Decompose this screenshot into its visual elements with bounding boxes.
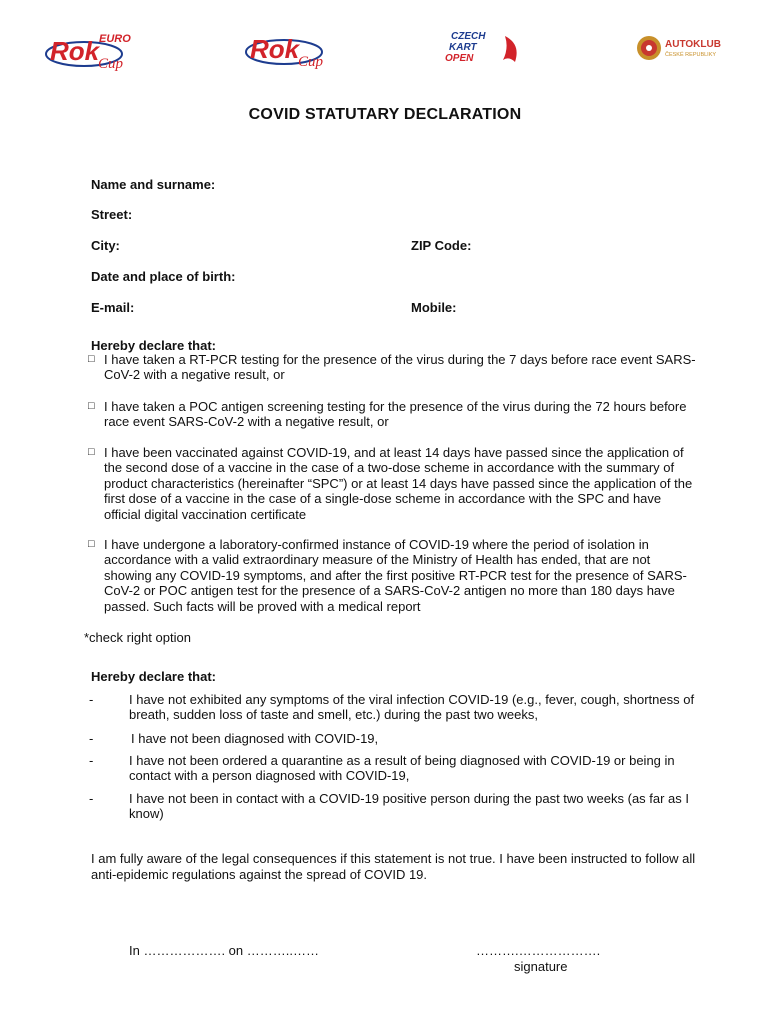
rok-euro-tag: EURO: [99, 33, 131, 45]
rok-euro-cup-logo: [44, 26, 134, 76]
cko-line3: OPEN: [445, 53, 474, 64]
option-text: I have taken a POC antigen screening testing for the presence of the virus during the 72 hours before race event SARS-CoV-2 with a negative result, or: [104, 399, 687, 430]
declare-heading-2: Hereby declare that:: [91, 669, 216, 684]
check-option-note: *check right option: [84, 630, 191, 645]
statement-text: I have not been diagnosed with COVID-19,: [131, 731, 379, 746]
email-label: E-mail:: [91, 300, 135, 315]
place-date-line: In ………………. on ………..……: [129, 943, 319, 958]
birth-date-place-label: Date and place of birth:: [91, 269, 236, 284]
signature-label: signature: [514, 959, 568, 974]
checkbox-icon[interactable]: □: [88, 400, 95, 412]
street-label: Street:: [91, 207, 133, 222]
dash-bullet: -: [89, 692, 94, 707]
checkbox-icon[interactable]: □: [88, 446, 95, 458]
autoklub-line1: AUTOKLUB: [665, 39, 721, 50]
checkbox-icon[interactable]: □: [88, 538, 95, 550]
statement-item: [89, 753, 699, 784]
dash-bullet: -: [89, 731, 94, 746]
rok-cup-main: Rok: [250, 34, 300, 64]
statement-text: I have not exhibited any symptoms of the viral infection COVID-19 (e.g., fever, cough, shortness of breath, sudden loss of taste and smell, etc.) during the past two weeks,: [129, 692, 695, 723]
rok-cup-sub: Cup: [298, 54, 324, 70]
checkbox-icon[interactable]: □: [88, 353, 95, 365]
cko-line2: KART: [449, 42, 477, 53]
statement-text: I have not been ordered a quarantine as a result of being diagnosed with COVID-19 or being in contact with a person diagnosed with COVID-19,: [129, 753, 675, 784]
document-title: COVID STATUTARY DECLARATION: [248, 106, 522, 123]
mobile-label: Mobile:: [411, 300, 457, 315]
cko-line1: CZECH: [451, 31, 486, 42]
dash-bullet: -: [89, 791, 94, 806]
option-text: I have taken a RT-PCR testing for the presence of the virus during the 7 days before race event SARS-CoV-2 with a negative result, or: [104, 352, 696, 383]
signature-line: ……….……………….: [476, 943, 601, 958]
statement-item: [89, 692, 699, 723]
statement-item: [89, 791, 699, 822]
dash-bullet: -: [89, 753, 94, 768]
rok-cup-logo: [244, 26, 334, 76]
option-text: I have been vaccinated against COVID-19, and at least 14 days have passed since the application of the second dose of a vaccine in the case of a two-dose scheme in accordance with the summary of product characteristics (hereinafter “SPC”) or at least 14 days have passed since the application of the first dose of a vaccine in the case of a single-dose scheme in accordance with the SPC and have official digital vaccination certificate: [104, 445, 693, 522]
statement-text: I have not been in contact with a COVID-19 positive person during the past two weeks (as far as I know): [129, 791, 690, 822]
option-rt-pcr[interactable]: [88, 352, 698, 383]
awareness-paragraph: I am fully aware of the legal consequences if this statement is not true. I have been instructed to follow all anti-epidemic regulations against the spread of COVID 19.: [91, 851, 696, 882]
rok-euro-main: Rok: [50, 36, 100, 66]
autoklub-line2: ČESKÉ REPUBLIKY: [665, 52, 717, 58]
statement-item: [89, 731, 699, 746]
declare-heading-1: Hereby declare that:: [91, 338, 216, 353]
option-vaccinated[interactable]: [88, 445, 698, 522]
rok-euro-sub: Cup: [98, 56, 124, 72]
autoklub-logo: [636, 26, 728, 76]
czech-kart-open-logo: [443, 26, 527, 76]
option-recovered[interactable]: [88, 537, 698, 614]
option-poc-antigen[interactable]: [88, 399, 698, 430]
name-surname-label: Name and surname:: [91, 177, 216, 192]
zip-code-label: ZIP Code:: [411, 238, 472, 253]
option-text: I have undergone a laboratory-confirmed instance of COVID-19 where the period of isolation in accordance with a valid extraordinary measure of the Ministry of Health has ended, that are not showing any COVID-19 symptoms, and after the first positive RT-PCR test for the presence of SARS-CoV-2 or POC antigen test for the presence of a SARS-CoV-2 antigen no more than 180 days have passed. Such facts will be proved with a medical report: [104, 537, 687, 614]
city-label: City:: [91, 238, 120, 253]
